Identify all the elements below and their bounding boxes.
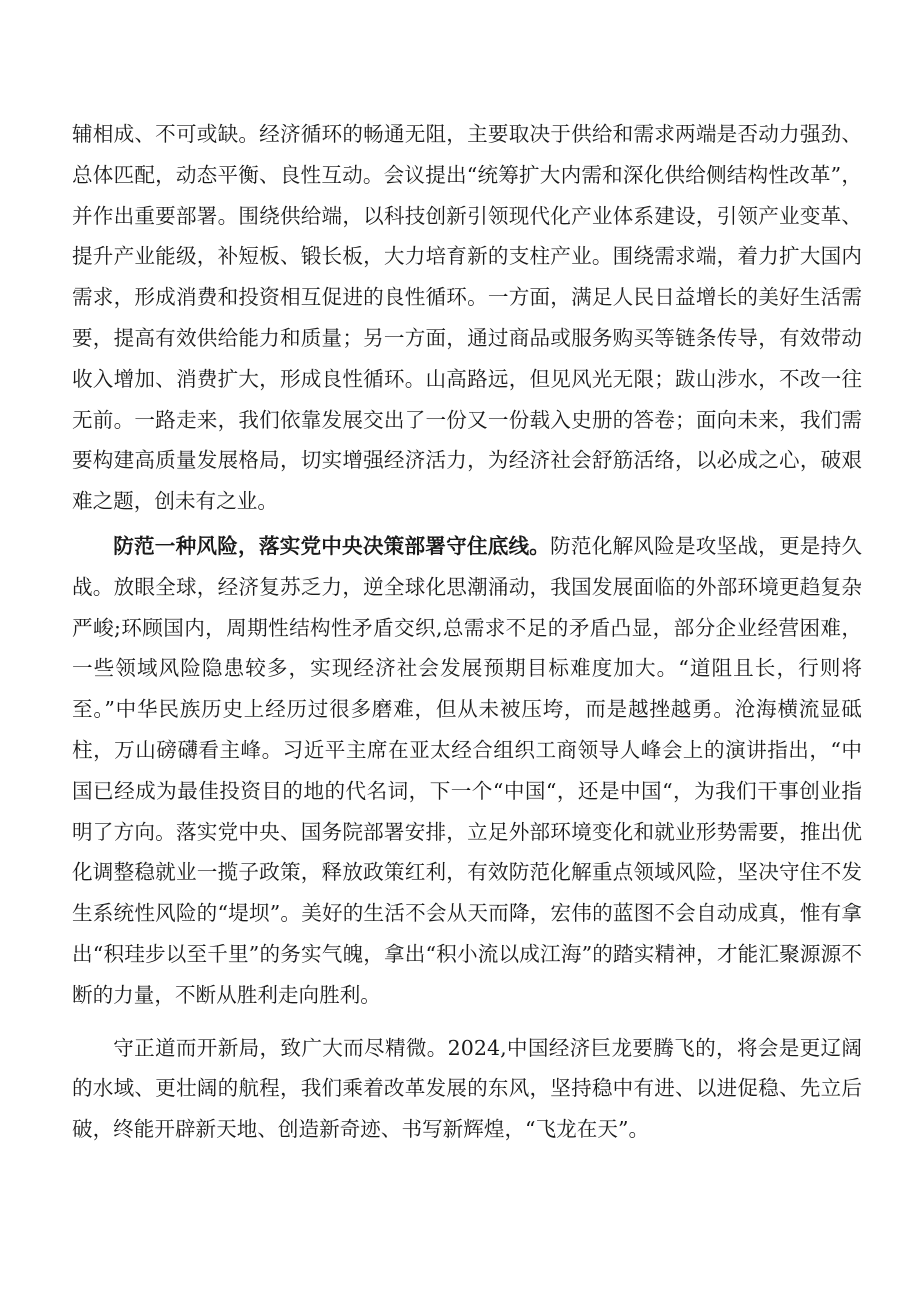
paragraph-2 [72,526,862,1016]
paragraph-3 [72,1028,862,1150]
document-body [72,114,862,1150]
paragraph-1 [72,114,862,522]
paragraph-2-lead: 防范一种风险，落实党中央决策部署守住底线。 [113,533,551,558]
paragraph-1-text: 辅相成、不可或缺。经济循环的畅通无阻，主要取决于供给和需求两端是否动力强劲、总体匹配，动态平衡、良性互动。会议提出“统筹扩大内需和深化供给侧结构性改革”，并作出重要部署。围绕供给端，以科技创新引领现代化产业体系建设，引领产业变革、提升产业能级，补短板、锻长板，大力培育新的支柱产业。围绕需求端，着力扩大国内需求，形成消费和投资相互促进的良性循环。一方面，满足人民日益增长的美好生活需要，提高有效供给能力和质量；另一方面，通过商品或服务购买等链条传导，有效带动收入增加、消费扩大，形成良性循环。山高路远，但见风光无限；跋山涉水，不改一往无前。一路走来，我们依靠发展交出了一份又一份载入史册的答卷；面向未来，我们需要构建高质量发展格局，切实增强经济活力，为经济社会舒筋活络，以必成之心，破艰难之题，创未有之业。 [72,122,862,514]
paragraph-2-text: 防范化解风险是攻坚战，更是持久战。放眼全球，经济复苏乏力，逆全球化思潮涌动，我国发展面临的外部环境更趋复杂严峻;环顾国内，周期性结构性矛盾交织,总需求不足的矛盾凸显，部分企业经营困难，一些领域风险隐患较多，实现经济社会发展预期目标难度加大。“道阻且长，行则将至。”中华民族历史上经历过很多磨难，但从未被压垮，而是越挫越勇。沧海横流显砥柱，万山磅礴看主峰。习近平主席在亚太经合组织工商领导人峰会上的演讲指出，“中国已经成为最佳投资目的地的代名词，下一个“中国“，还是中国“，为我们干事创业指明了方向。落实党中央、国务院部署安排，立足外部环境变化和就业形势需要，推出优化调整稳就业一揽子政策，释放政策红利，有效防范化解重点领域风险，坚决守住不发生系统性风险的“堤坝”。美好的生活不会从天而降，宏伟的蓝图不会自动成真，惟有拿出“积珪步以至千里”的务实气魄，拿出“积小流以成江海”的踏实精神，才能汇聚源源不断的力量，不断从胜利走向胜利。 [72,533,863,1007]
paragraph-3-text: 守正道而开新局，致广大而尽精微。2024,中国经济巨龙要腾飞的，将会是更辽阔的水域、更壮阔的航程，我们乘着改革发展的东风，坚持稳中有进、以进促稳、先立后破，终能开辟新天地、创造新奇迹、书写新辉煌，“飞龙在天”。 [72,1035,862,1142]
